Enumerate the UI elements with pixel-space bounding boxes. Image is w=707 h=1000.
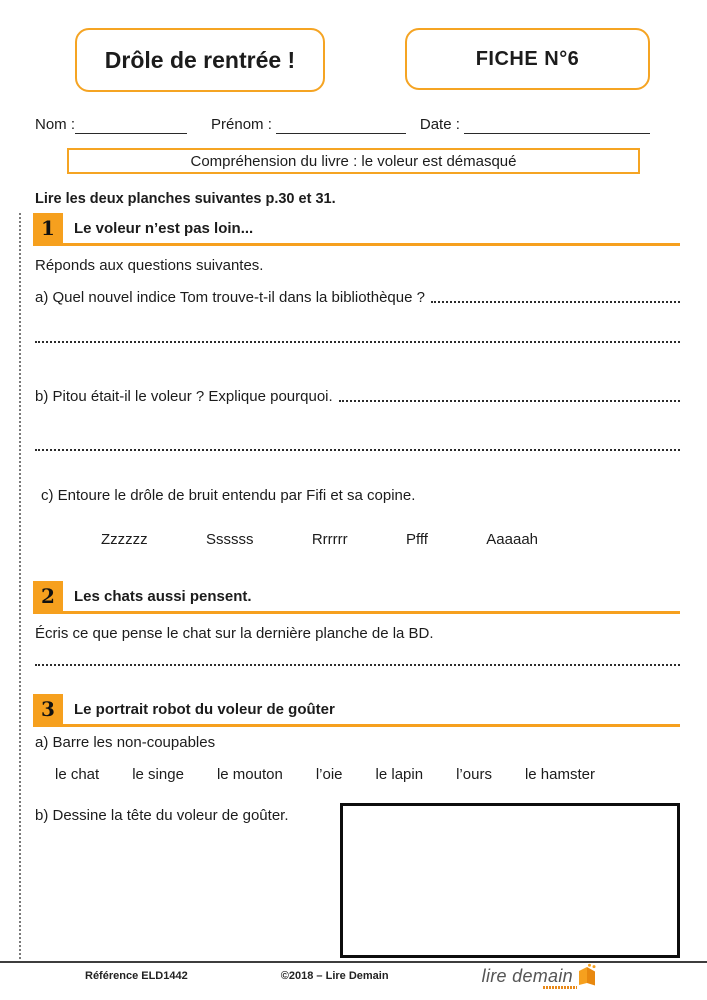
logo-subtext	[543, 986, 577, 989]
section-3-part-a: a) Barre les non-coupables	[35, 734, 216, 751]
question-a-row	[35, 289, 680, 306]
prenom-label: Prénom :	[211, 116, 272, 133]
section-3-part-b-row	[35, 803, 680, 958]
section-2-number-badge: 2	[33, 581, 63, 611]
logo-text: lire demain	[481, 966, 573, 986]
question-a-answer-line[interactable]	[431, 293, 680, 303]
footer-copyright: ©2018 – Lire Demain	[280, 970, 389, 982]
reading-instruction: Lire les deux planches suivantes p.30 et 31.	[35, 191, 336, 207]
section-2-header	[33, 581, 680, 614]
fiche-number-box	[405, 28, 650, 90]
section-3-number-badge: 3	[33, 694, 63, 724]
sound-choice[interactable]: Zzzzzz	[101, 531, 148, 548]
answer-line-b2[interactable]	[35, 449, 680, 451]
sound-choice[interactable]: Ssssss	[206, 531, 254, 548]
question-b-text: b) Pitou était-il le voleur ? Explique pourquoi.	[35, 388, 333, 405]
animal-choices-row	[55, 766, 595, 783]
section-1-header	[33, 213, 680, 246]
footer-reference: Référence ELD1442	[85, 970, 188, 982]
section-2-title: Les chats aussi pensent.	[74, 587, 252, 605]
section-2-intro: Écris ce que pense le chat sur la dernière planche de la BD.	[35, 625, 434, 642]
footer	[0, 961, 707, 987]
sound-choices-row	[101, 531, 538, 548]
open-book-icon	[575, 963, 599, 987]
animal-choice[interactable]: l’ours	[456, 766, 492, 783]
animal-choice[interactable]: le lapin	[375, 766, 424, 783]
subject-title: Compréhension du livre : le voleur est démasqué	[190, 152, 517, 170]
nom-field-line[interactable]	[75, 117, 187, 134]
section-3-title: Le portrait robot du voleur de goûter	[74, 700, 335, 718]
left-cut-mark-dotted-line	[19, 213, 21, 963]
drawing-box[interactable]	[340, 803, 680, 958]
animal-choice[interactable]: l’oie	[315, 766, 343, 783]
section-3-part-b: b) Dessine la tête du voleur de goûter.	[35, 807, 289, 824]
identity-row	[35, 116, 650, 134]
title-row	[35, 28, 680, 92]
animal-choice[interactable]: le hamster	[524, 766, 595, 783]
question-c-text: c) Entoure le drôle de bruit entendu par Fifi et sa copine.	[41, 487, 416, 504]
question-b-row	[35, 388, 680, 405]
sound-choice[interactable]: Aaaaah	[486, 531, 538, 548]
lire-demain-logo	[482, 966, 599, 987]
animal-choice[interactable]: le mouton	[216, 766, 283, 783]
worksheet-title: Drôle de rentrée !	[104, 46, 296, 73]
sound-choice[interactable]: Rrrrrr	[311, 531, 348, 548]
nom-label: Nom :	[35, 116, 76, 133]
section-1-intro: Réponds aux questions suivantes.	[35, 257, 264, 274]
animal-choice[interactable]: le singe	[132, 766, 184, 783]
fiche-number: FICHE N°6	[475, 47, 580, 70]
question-b-answer-line[interactable]	[339, 392, 680, 402]
section-1-title: Le voleur n’est pas loin...	[74, 219, 254, 237]
sound-choice[interactable]: Pfff	[405, 531, 428, 548]
prenom-field-line[interactable]	[276, 117, 406, 134]
question-a-text: a) Quel nouvel indice Tom trouve-t-il dans la bibliothèque ?	[35, 289, 425, 306]
date-label: Date :	[419, 116, 460, 133]
section-3-header	[33, 694, 680, 727]
animal-choice[interactable]: le chat	[55, 766, 100, 783]
date-field-line[interactable]	[464, 117, 650, 134]
subject-box	[67, 148, 640, 174]
answer-line-a2[interactable]	[35, 341, 680, 343]
section-1-number-badge: 1	[33, 213, 63, 243]
section-2-answer-line[interactable]	[35, 664, 680, 666]
worksheet-title-box	[75, 28, 325, 92]
